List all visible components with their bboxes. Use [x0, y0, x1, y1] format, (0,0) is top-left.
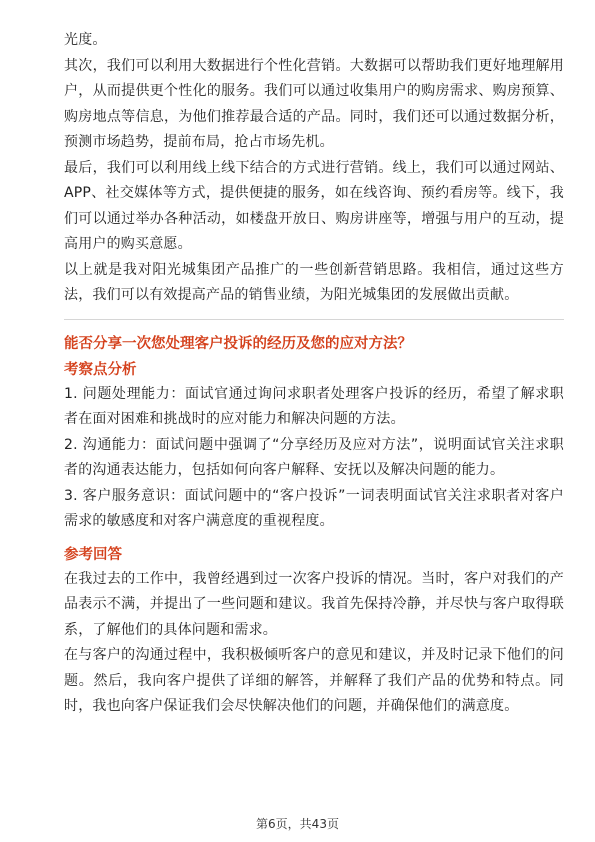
question-heading: 能否分享一次您处理客户投诉的经历及您的应对方法？: [64, 335, 412, 352]
intro-paragraph: 其次，我们可以利用大数据进行个性化营销。大数据可以帮助我们更好地理解用户，从而提供更个性化的服务。我们可以通过收集用户的购房需求、购房预算、购房地点等信息，为他们推荐最合适的产品。同时，我们还可以通过数据分析，预测市场趋势，提前布局，抢占市场先机。: [64, 57, 564, 150]
analysis-item: 1. 问题处理能力：面试官通过询问求职者处理客户投诉的经历，希望了解求职者在面对困难和挑战时的应对能力和解决问题的方法。: [64, 385, 564, 427]
reference-title: 参考回答: [64, 546, 122, 563]
analysis-item: 3. 客户服务意识：面试问题中的“客户投诉”一词表明面试官关注求职者对客户需求的敏感度和对客户满意度的重视程度。: [64, 487, 564, 529]
page-content: [64, 28, 564, 720]
intro-paragraph: 以上就是我对阳光城集团产品推广的一些创新营销思路。我相信，通过这些方法，我们可以有效提高产品的销售业绩，为阳光城集团的发展做出贡献。: [64, 261, 564, 303]
intro-paragraph: 最后，我们可以利用线上线下结合的方式进行营销。线上，我们可以通过网站、APP、社交媒体等方式，提供便捷的服务，如在线咨询、预约看房等。线下，我们可以通过举办各种活动，如楼盘开放日、购房讲座等，增强与用户的互动，提高用户的购买意愿。: [64, 159, 564, 252]
section-divider: [64, 319, 564, 320]
reference-paragraph: 在与客户的沟通过程中，我积极倾听客户的意见和建议，并及时记录下他们的问题。然后，我向客户提供了详细的解答，并解释了我们产品的优势和特点。同时，我也向客户保证我们会尽快解决他们的问题，并确保他们的满意度。: [64, 647, 564, 714]
reference-paragraph: 在我过去的工作中，我曾经遇到过一次客户投诉的情况。当时，客户对我们的产品表示不满，并提出了一些问题和建议。我首先保持冷静，并尽快与客户取得联系，了解他们的具体问题和需求。: [64, 570, 564, 638]
analysis-title: 考察点分析: [64, 361, 137, 378]
analysis-item: 2. 沟通能力：面试问题中强调了“分享经历及应对方法”，说明面试官关注求职者的沟通表达能力，包括如何向客户解释、安抚以及解决问题的能力。: [64, 436, 564, 478]
page-number: 第6页，共43页: [256, 817, 339, 831]
intro-paragraph: 光度。: [64, 32, 107, 48]
